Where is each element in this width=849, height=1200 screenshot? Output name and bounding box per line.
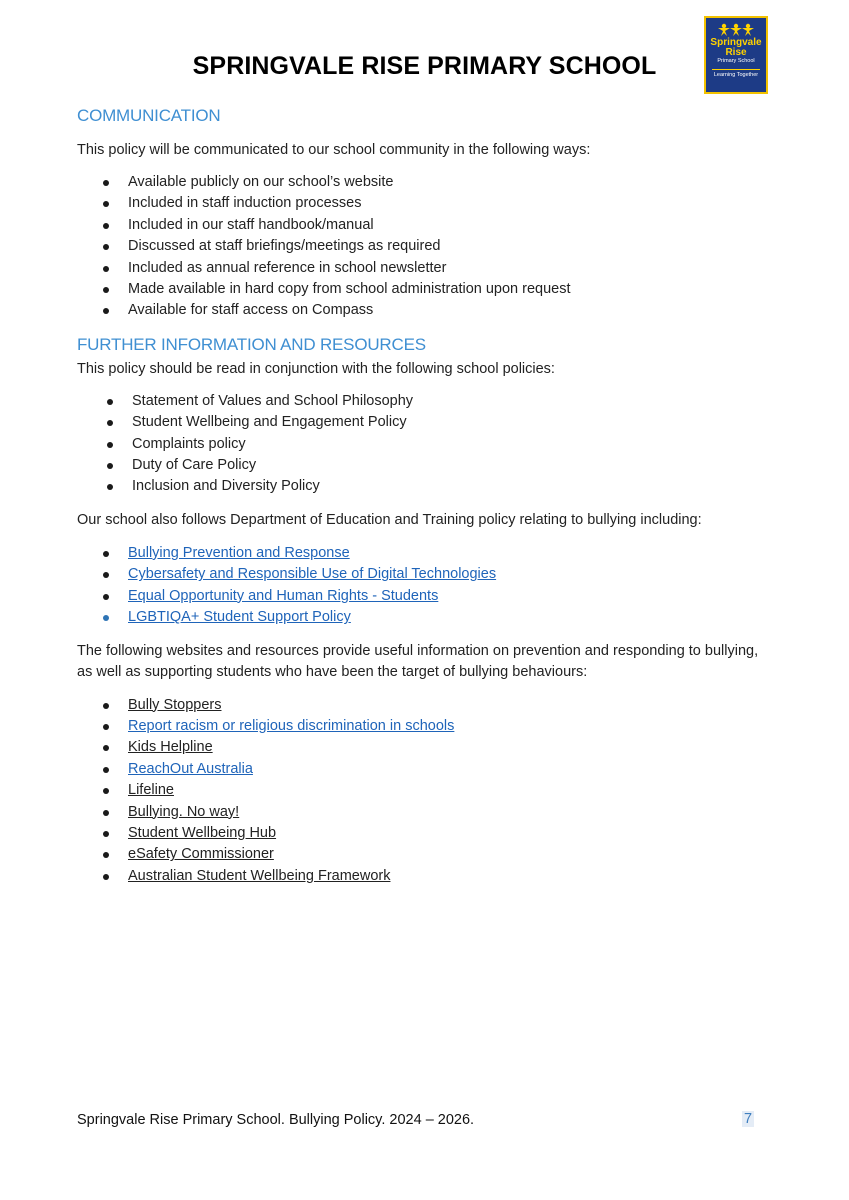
footer-text: Springvale Rise Primary School. Bullying Policy. 2024 – 2026. — [77, 1112, 475, 1128]
three-stars-people-icon — [716, 23, 756, 37]
list-item — [77, 543, 777, 564]
list-item: Student Wellbeing and Engagement Policy — [77, 412, 777, 433]
further-info-heading: FURTHER INFORMATION AND RESOURCES — [77, 334, 426, 354]
link-cybersafety[interactable]: Cybersafety and Responsible Use of Digital Technologies — [128, 566, 497, 583]
bullet — [107, 420, 113, 426]
school-policies-list — [77, 391, 777, 498]
department-links-list — [77, 543, 777, 629]
communication-list — [77, 172, 777, 322]
bullet — [103, 852, 109, 858]
bullet — [103, 572, 109, 578]
bullet — [103, 788, 109, 794]
bullet — [103, 810, 109, 816]
list-item — [77, 759, 777, 780]
bullet — [107, 463, 113, 469]
list-item — [77, 823, 777, 844]
bullet — [103, 745, 109, 751]
list-item — [77, 564, 777, 585]
communication-heading: COMMUNICATION — [77, 106, 221, 125]
list-item: Statement of Values and School Philosophy — [77, 391, 777, 412]
list-item — [77, 716, 777, 737]
logo-name-line2: Rise — [725, 47, 747, 58]
logo-subtitle: Primary School — [717, 58, 755, 64]
bullet — [107, 442, 113, 448]
logo-motto: Learning Together — [713, 72, 759, 78]
link-wellbeing-framework[interactable]: Australian Student Wellbeing Framework — [128, 867, 391, 884]
link-bullying-prevention[interactable]: Bullying Prevention and Response — [128, 544, 350, 561]
list-item: Included as annual reference in school newsletter — [77, 258, 777, 279]
link-bully-stoppers[interactable]: Bully Stoppers — [128, 696, 222, 713]
resources-intro: The following websites and resources provide useful information on prevention and responding to bullying, as well as supporting students who have been the target of bullying behaviours: — [77, 642, 759, 680]
bullet — [103, 874, 109, 880]
list-item: Available publicly on our school’s website — [77, 172, 777, 193]
list-item: Made available in hard copy from school administration upon request — [77, 279, 777, 300]
link-report-racism[interactable]: Report racism or religious discrimination in schools — [128, 717, 455, 734]
list-item: Discussed at staff briefings/meetings as required — [77, 236, 777, 257]
list-item — [77, 607, 777, 628]
bullet — [103, 201, 109, 207]
bullet — [103, 724, 109, 730]
bullet — [103, 308, 109, 314]
bullet — [103, 266, 109, 272]
list-item: Included in our staff handbook/manual — [77, 215, 777, 236]
link-lgbtiqa-policy[interactable]: LGBTIQA+ Student Support Policy — [128, 609, 351, 626]
list-item — [77, 802, 777, 823]
bullet — [103, 223, 109, 229]
bullet — [103, 244, 109, 250]
main-content — [77, 104, 777, 887]
list-item — [77, 737, 777, 758]
list-item — [77, 866, 777, 887]
link-student-wellbeing-hub[interactable]: Student Wellbeing Hub — [128, 824, 277, 841]
list-item — [77, 844, 777, 865]
department-policy-intro: Our school also follows Department of Education and Training policy relating to bullying including: — [77, 511, 702, 528]
bullet — [103, 703, 109, 709]
page-number: 7 — [744, 1111, 753, 1127]
bullet — [103, 831, 109, 837]
page-title: SPRINGVALE RISE PRIMARY SCHOOL — [192, 52, 657, 80]
list-item: Included in staff induction processes — [77, 193, 777, 214]
bullet — [107, 399, 113, 405]
list-item — [77, 586, 777, 607]
link-equal-opportunity[interactable]: Equal Opportunity and Human Rights - Students — [128, 587, 439, 604]
bullet — [103, 615, 109, 621]
logo-name-line1: Springvale — [710, 37, 762, 48]
list-item: Inclusion and Diversity Policy — [77, 476, 777, 497]
list-item — [77, 695, 777, 716]
bullet — [103, 594, 109, 600]
bullet — [103, 767, 109, 773]
bullet — [103, 551, 109, 557]
list-item — [77, 780, 777, 801]
school-logo — [704, 16, 768, 94]
link-esafety[interactable]: eSafety Commissioner — [128, 846, 274, 863]
link-kids-helpline[interactable]: Kids Helpline — [128, 739, 213, 756]
bullet — [103, 287, 109, 293]
policies-intro: This policy should be read in conjunction with the following school policies: — [77, 360, 555, 377]
bullet — [107, 484, 113, 490]
communication-intro: This policy will be communicated to our school community in the following ways: — [77, 142, 591, 158]
link-reachout[interactable]: ReachOut Australia — [128, 760, 253, 777]
link-lifeline[interactable]: Lifeline — [128, 782, 174, 799]
list-item: Duty of Care Policy — [77, 455, 777, 476]
link-bullying-no-way[interactable]: Bullying. No way! — [128, 803, 240, 820]
resources-list — [77, 695, 777, 888]
logo-divider — [712, 69, 760, 70]
list-item: Available for staff access on Compass — [77, 300, 777, 321]
bullet — [103, 180, 109, 186]
list-item: Complaints policy — [77, 434, 777, 455]
